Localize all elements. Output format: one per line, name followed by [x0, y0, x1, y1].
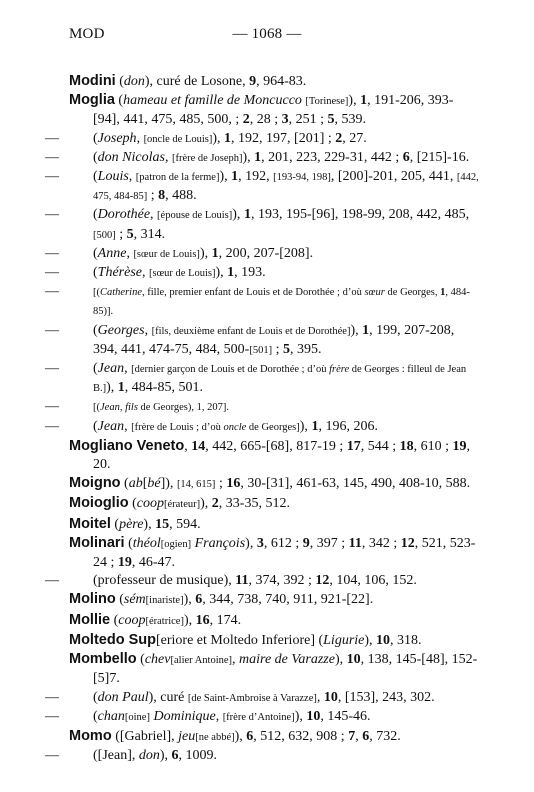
index-entry: Modini (don), curé de Losone, 9, 964-83. — [69, 73, 307, 89]
index-entry: — (Thérèse, [sœur de Louis]), 1, 193. — [45, 265, 266, 281]
index-entry: Moitel (père), 15, 594. — [69, 515, 201, 532]
index-entry: Moigno (ab[bé]), [14, 615] ; 16, 30-[31], 461-63, 145, 490, 408-10, 588. — [69, 475, 471, 492]
index-entry: — (don Nicolas, [frère de Joseph]), 1, 201, 223, 229-31, 442 ; 6, [215]-16. — [45, 149, 470, 165]
index-entry: — (Anne, [sœur de Louis]), 1, 200, 207-[208]. — [45, 245, 314, 261]
index-entry: Mombello (chev[alier Antoine], maire de Varazze), 10, 138, 145-[48], 152-[5]7. — [69, 651, 478, 687]
index-entry: — (Jean, [dernier garçon de Louis et de Dorothée ; d’où frère de Georges : filleul de Jean B.]), 1, 484-85, 501. — [45, 361, 467, 396]
index-entry: Mollie (coop[ératrice]), 16, 174. — [69, 611, 242, 628]
index-entry: Molinari (théol[ogien] François), 3, 612 ; 9, 397 ; 11, 342 ; 12, 521, 523-24 ; 19, 46-47. — [69, 534, 476, 571]
index-entry: — (Louis, [patron de la ferme]), 1, 192, [193-94, 198], [200]-201, 205, 441, [442, 475, 484-85] ; 8, 488. — [45, 169, 479, 204]
index-entry: — (Dorothée, [épouse de Louis]), 1, 193, 195-[96], 198-99, 208, 442, 485, [500] ; 5, 314. — [45, 207, 470, 242]
index-entry: — (Joseph, [oncle de Louis]), 1, 192, 197, [201] ; 2, 27. — [45, 130, 367, 146]
page-number: — 1068 — — [232, 26, 302, 42]
index-entry: Molino (sém[inariste]), 6, 344, 738, 740, 911, 921-[22]. — [69, 591, 374, 608]
index-entry: Moltedo Sup[eriore et Moltedo Inferiore] (Ligurie), 10, 318. — [69, 631, 422, 648]
index-entry: — [(Jean, fils de Georges), 1, 207]. — [45, 399, 229, 415]
index-entry: — (chan[oine] Dominique, [frère d’Antoine]), 10, 145-46. — [45, 708, 371, 724]
index-entry: — (Georges, [fils, deuxième enfant de Louis et de Dorothée]), 1, 199, 207-208, 394, 441, 474-75, 484, 500-[501] ; 5, 395. — [45, 322, 455, 357]
index-entry: Momo ([Gabriel], jeu[ne abbé]), 6, 512, 632, 908 ; 7, 6, 732. — [69, 727, 401, 744]
index-entry: Moioglio (coop[érateur]), 2, 33-35, 512. — [69, 495, 290, 512]
index-entry: — (professeur de musique), 11, 374, 392 ; 12, 104, 106, 152. — [45, 573, 417, 589]
index-entry: — (don Paul), curé [de Saint-Ambroise à Varazze], 10, [153], 243, 302. — [45, 689, 435, 705]
index-entries — [45, 72, 479, 765]
index-entry: Moglia (hameau et famille de Moncucco [Torinese]), 1, 191-206, 393-[94], 441, 475, 485, 500, ; 2, 28 ; 3, 251 ; 5, 539. — [69, 92, 454, 128]
index-entry: — (Jean, [frère de Louis ; d’où oncle de Georges]), 1, 196, 206. — [45, 418, 378, 434]
index-entry: — [(Catherine, fille, premier enfant de Louis et de Dorothée ; d’où sœur de Georges, 1, 484-85)]. — [45, 284, 470, 318]
index-entry: — ([Jean], don), 6, 1009. — [45, 748, 218, 764]
index-entry: Mogliano Veneto, 14, 442, 665-[68], 817-19 ; 17, 544 ; 18, 610 ; 19, 20. — [69, 437, 471, 473]
running-head-letters: MOD — [69, 26, 105, 42]
